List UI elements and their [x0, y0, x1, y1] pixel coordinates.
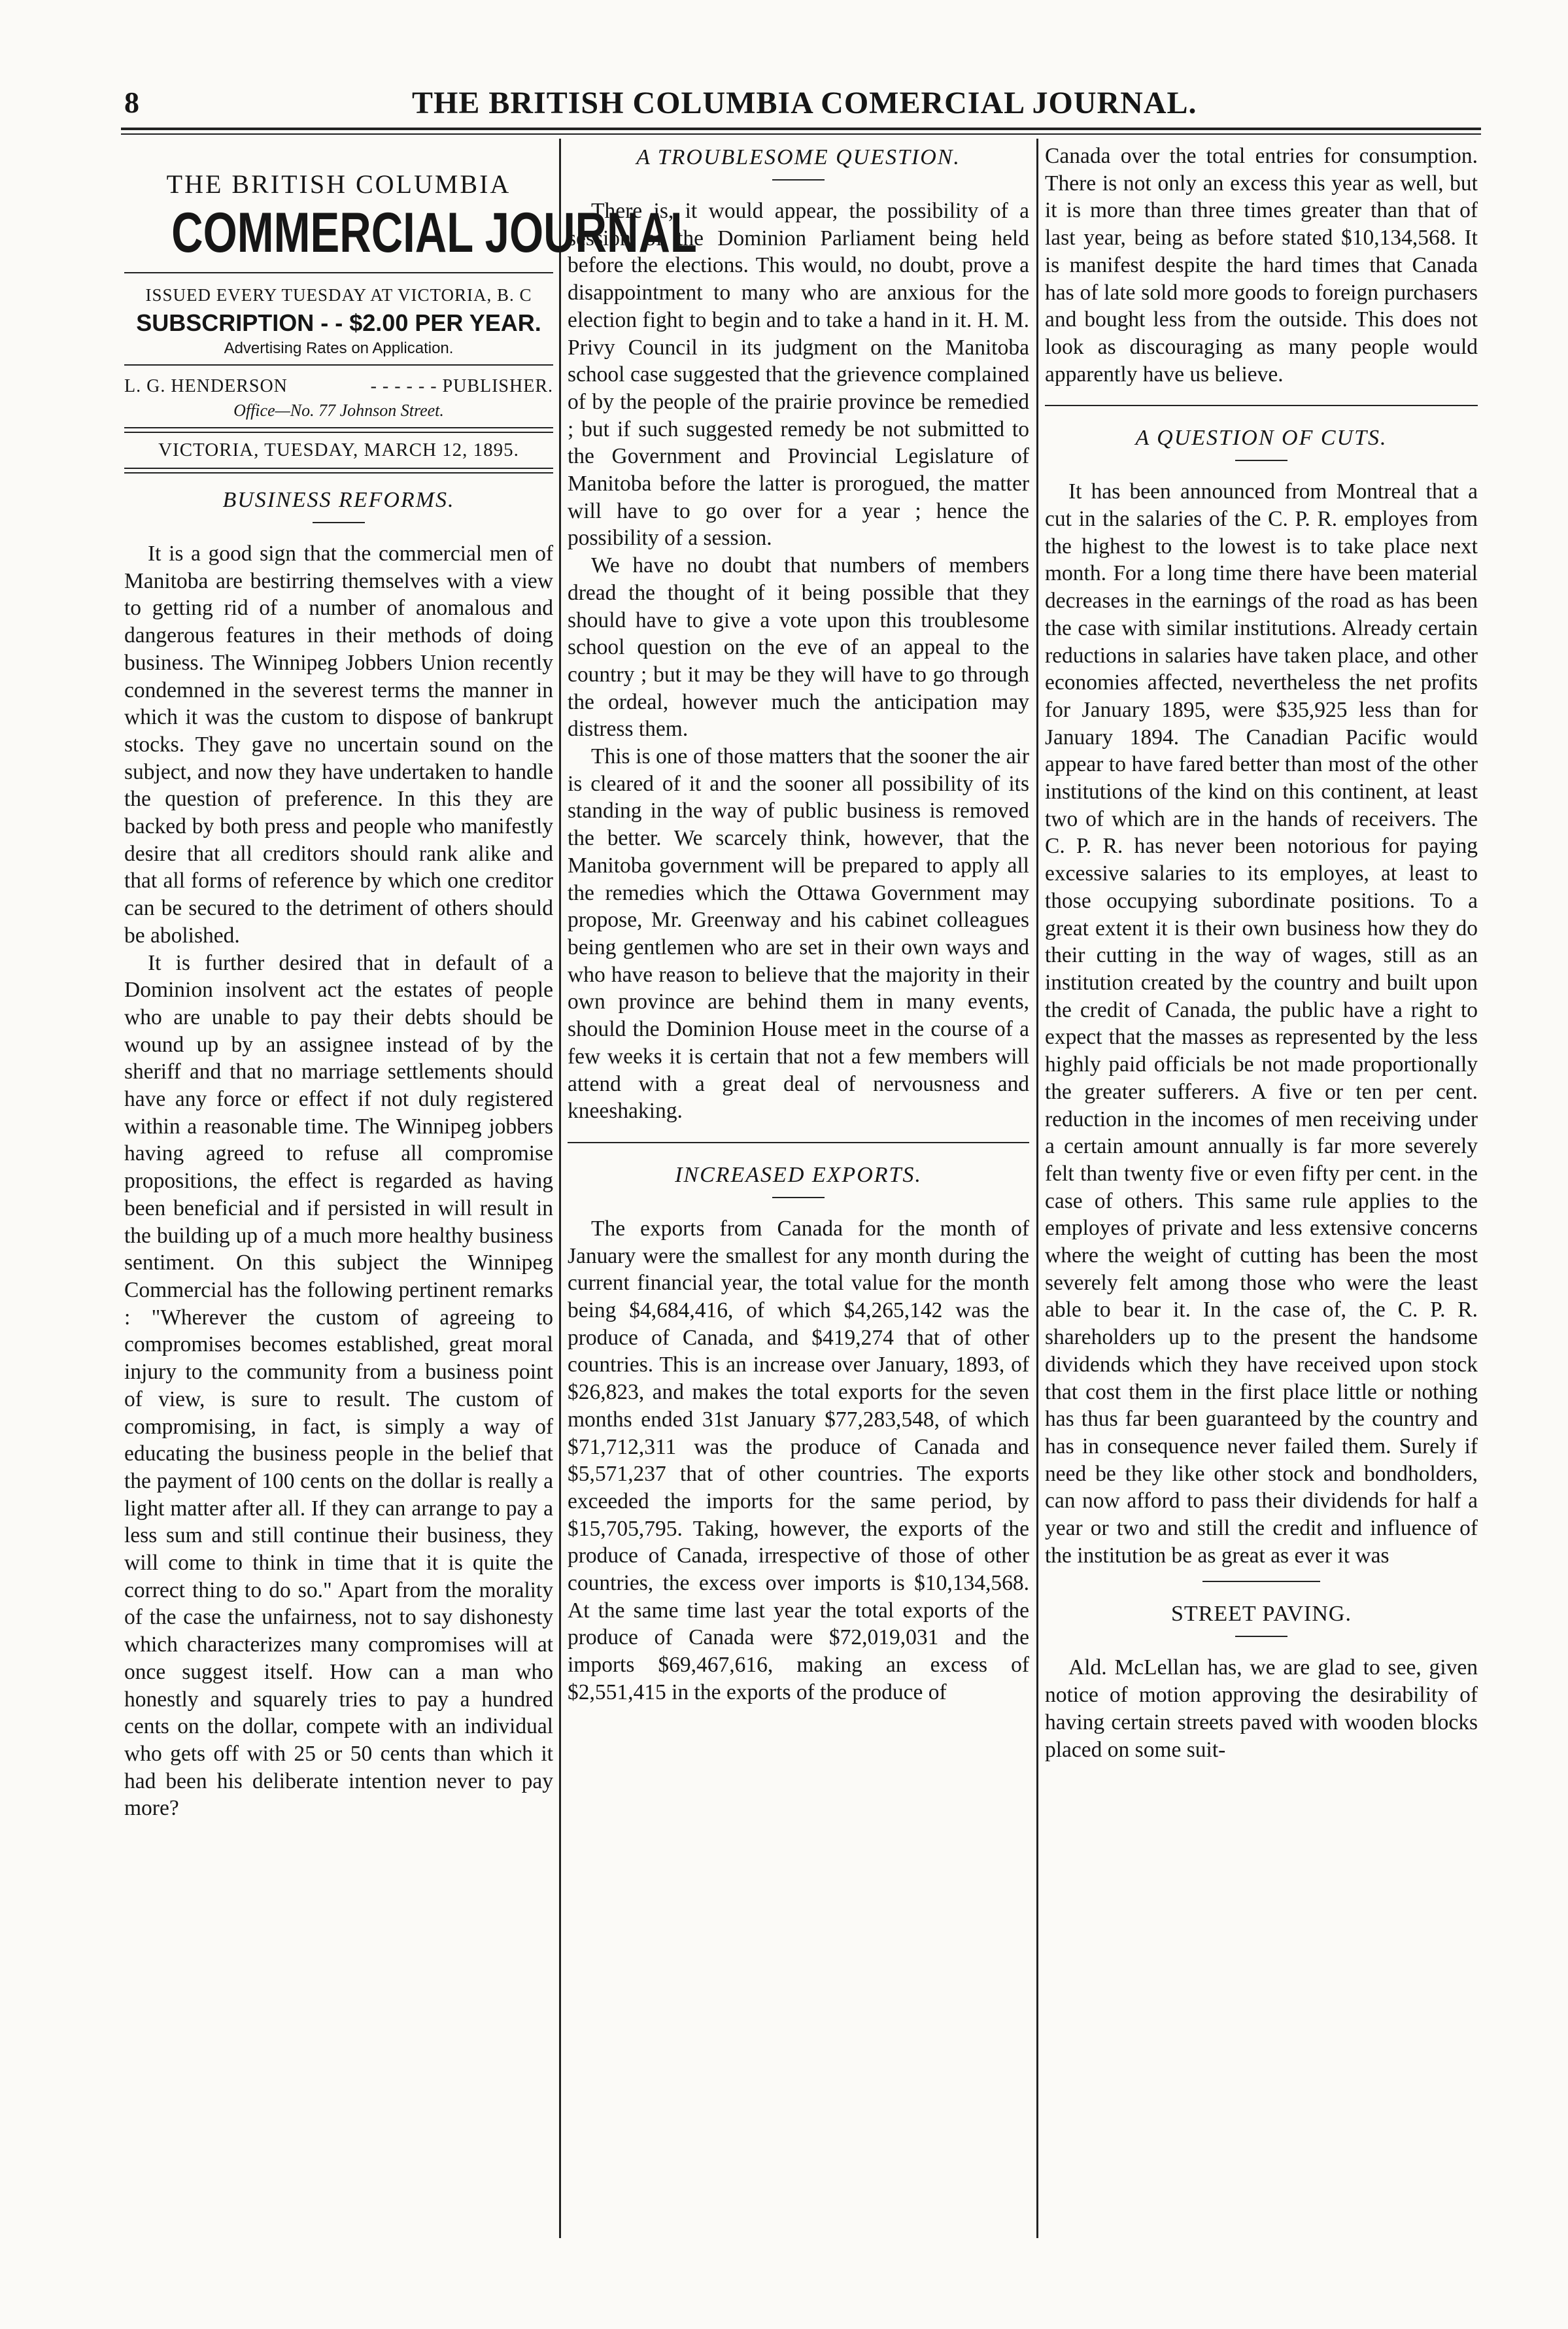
column-rule	[559, 139, 561, 2238]
title-rule	[1235, 1636, 1287, 1637]
header-rule-thin	[121, 133, 1481, 135]
column-rule	[1036, 139, 1038, 2238]
header-rule	[121, 128, 1481, 130]
running-title: THE BRITISH COLUMBIA COMERCIAL JOURNAL.	[412, 86, 1197, 120]
page-header	[0, 85, 1568, 124]
article-title-troublesome-question: A TROUBLESOME QUESTION.	[636, 145, 961, 169]
article-continuation: Canada over the total entries for consumption. There is not only an excess this year as well, but it is more than three times greater than that of last year, being as before stated $10,134,568. It is manifest despite the hard times that Canada has of late sold more goods to foreign purchasers and bought less from the outside. This does not look as discouraging as many people would apparently have us believe.	[1045, 144, 1478, 387]
column-left	[124, 143, 697, 2249]
article-divider	[1202, 1581, 1320, 1582]
column-middle	[568, 143, 1029, 2249]
office-address: Office—No. 77 Johnson Street.	[233, 401, 444, 420]
article-title-question-of-cuts: A QUESTION OF CUTS.	[1135, 426, 1388, 451]
article-paragraph: The exports from Canada for the month of January were the smallest for any month during the current financial year, the total value for the month being $4,684,416, of which $4,265,142 was the produce of Canada, and $419,274 that of other countries. This is an increase over January, 1893, of $26,823, and makes the total exports for the seven months ended 31st January $77,283,548, of which $71,712,311 was the produce of Canada and $5,571,237 that of other countries. The exports exceeded the imports for the same period, by $15,705,795. Taking, however, the exports of the produce of Canada, irrespective of those of other countries, the excess over imports is $10,134,568. At the same time last year the total exports of the produce of Canada were $72,019,031 and the imports $69,467,616, making an excess of $2,551,415 in the exports of the produce of	[568, 1216, 1029, 1704]
article-paragraph: It is a good sign that the commercial men of Manitoba are bestirring themselves with a view to getting rid of a number of anomalous and dangerous features in their methods of doing business. The Winnipeg Jobbers Union recently condemned in the severest terms the manner in which it was the custom to dispose of bankrupt stocks. They gave no uncertain sound on the subject, and now they have undertaken to handle the question of preference. In this they are backed by both press and people who manifestly desire that all creditors should rank alike and that all forms of reference by which one creditor can be secured to the detriment of others should be abolished.	[124, 542, 553, 948]
article-paragraph: Ald. McLellan has, we are glad to see, given notice of motion approving the desirability of having certain streets paved with wooden blocks placed on some suit-	[1045, 1655, 1478, 1762]
masthead-name: THE BRITISH COLUMBIA	[166, 169, 511, 199]
column-right	[1045, 143, 1478, 2249]
title-rule	[1235, 460, 1287, 461]
title-rule	[772, 179, 825, 181]
masthead-title: COMMERCIAL JOURNAL	[171, 201, 697, 264]
publisher-role: - - - - - - PUBLISHER.	[370, 376, 553, 396]
subscription-price: SUBSCRIPTION - - $2.00 PER YEAR.	[136, 309, 541, 336]
article-title-street-paving: STREET PAVING.	[1171, 1602, 1352, 1627]
article-divider	[1045, 405, 1478, 406]
article-title-business-reforms: BUSINESS REFORMS.	[222, 488, 455, 512]
double-divider	[124, 427, 553, 433]
divider	[124, 364, 553, 366]
issued-line: ISSUED EVERY TUESDAY AT VICTORIA, B. C	[145, 285, 532, 305]
title-rule	[313, 522, 365, 523]
divider	[124, 272, 553, 273]
double-divider	[124, 468, 553, 474]
article-paragraph: We have no doubt that numbers of members dread the thought of it being possible that they should have to give a vote upon this troublesome school question on the eve of an appeal to the country ; but it may be they will have to go through the ordeal, however much the anticipation may distress them.	[568, 553, 1029, 742]
article-paragraph: It is further desired that in default of a Dominion insolvent act the estates of people who are unable to pay their debts should be wound up by an assignee instead of by the sheriff and that no marriage settlements should have any force or effect if not duly registered within a reasonable time. The Winnipeg jobbers having agreed to refuse all compromise propositions, the effect is regarded as having been beneficial and if persisted in will result in the building up of a much more healthy business sentiment. On this subject the Winnipeg Commercial has the following pertinent remarks : "Wherever the custom of agreeing to compromises becomes established, great moral injury to the community from a business point of view, is sure to result. The custom of compromising, in fact, is simply a way of educating the business people in the belief that the payment of 100 cents on the dollar is really a light matter after all. If they can arrange to pay a less sum and still continue their business, they will come to think in time that it is quite the correct thing to do so." Apart from the morality of the case the unfairness, not to say dishonesty which characterizes many compromises will at once suggest itself. How can a man who honestly and squarely tries to pay a hundred cents on the dollar, compete with an individual who gets off with 25 or 50 cents than which it had been his deliberate intention never to pay more?	[124, 950, 553, 1821]
article-paragraph: It has been announced from Montreal that a cut in the salaries of the C. P. R. employes from the highest to the lowest is to take place next month. For a long time there have been material decreases in the earnings of the road as has been the case with similar institutions. Already certain reductions in salaries have taken place, and other economies affected, nevertheless the net profits for January 1895, were $35,925 less than for January 1894. The Canadian Pacific would appear to have fared better than most of the other institutions of the kind on this continent, at least two of which are in the hands of receivers. The C. P. R. has never been notorious for paying excessive salaries to its employes, at least to those occupying subordinate positions. To a great extent it is their own business how they do their cutting in the way of wages, still as an institution created by the country and built upon the credit of Canada, the public have a right to expect that the masses as represented by the less highly paid officials be not made proportionally the greater sufferers. A five or ten per cent. reduction in the incomes of men receiving under a certain amount annually is far more severely felt than twenty five or even fifty per cent. in the case of others. This same rule applies to the employes of private and less extensive concerns where the weight of cutting has been the most severely felt among those who were the least able to bear it. In the case of, the C. P. R. shareholders up to the present the handsome dividends which they have received upon stock that cost them in the first place little or nothing has thus far been guaranteed by the country and has in consequence never failed them. Surely if need be they like other stock and bondholders, can now afford to pass their dividends for half a year or two and still the credit and influence of the institution be as great as ever it was	[1045, 479, 1478, 1568]
publisher-line	[124, 376, 553, 397]
dateline: VICTORIA, TUESDAY, MARCH 12, 1895.	[158, 440, 519, 460]
article-divider	[568, 1142, 1029, 1143]
article-title-increased-exports: INCREASED EXPORTS.	[675, 1162, 922, 1187]
advertising-note: Advertising Rates on Application.	[224, 339, 454, 357]
page-number: 8	[124, 86, 139, 119]
title-rule	[772, 1197, 825, 1198]
masthead	[124, 169, 697, 474]
article-paragraph: This is one of those matters that the sooner the air is cleared of it and the sooner all possibility of its standing in the way of public business is removed the better. We scarcely think, however, that the Manitoba government will be prepared to apply all the remedies which the Ottawa Government may propose, Mr. Greenway and his cabinet colleagues being gentlemen who are set in their own ways and who have reason to believe that the majority in their own province are behind them in many events, should the Dominion House meet in the course of a few weeks it is certain that not a few members will attend with a great deal of nervousness and kneeshaking.	[568, 744, 1029, 1124]
article-paragraph: There is, it would appear, the possibility of a session of the Dominion Parliament being held before the elections. This would, no doubt, prove a disappointment to many who are anxious for the election fight to begin and to take a hand in it. H. M. Privy Council in its judgment on the Manitoba school case suggested that the grievence complained of by the people of the prairie province be remedied ; but if such suggested remedy be not submitted to the Government and Provincial Legislature of Manitoba before the latter is prorogued, the matter will have to go over for a year ; hence the possibility of a session.	[568, 199, 1029, 551]
publisher-name: L. G. HENDERSON	[124, 376, 288, 396]
